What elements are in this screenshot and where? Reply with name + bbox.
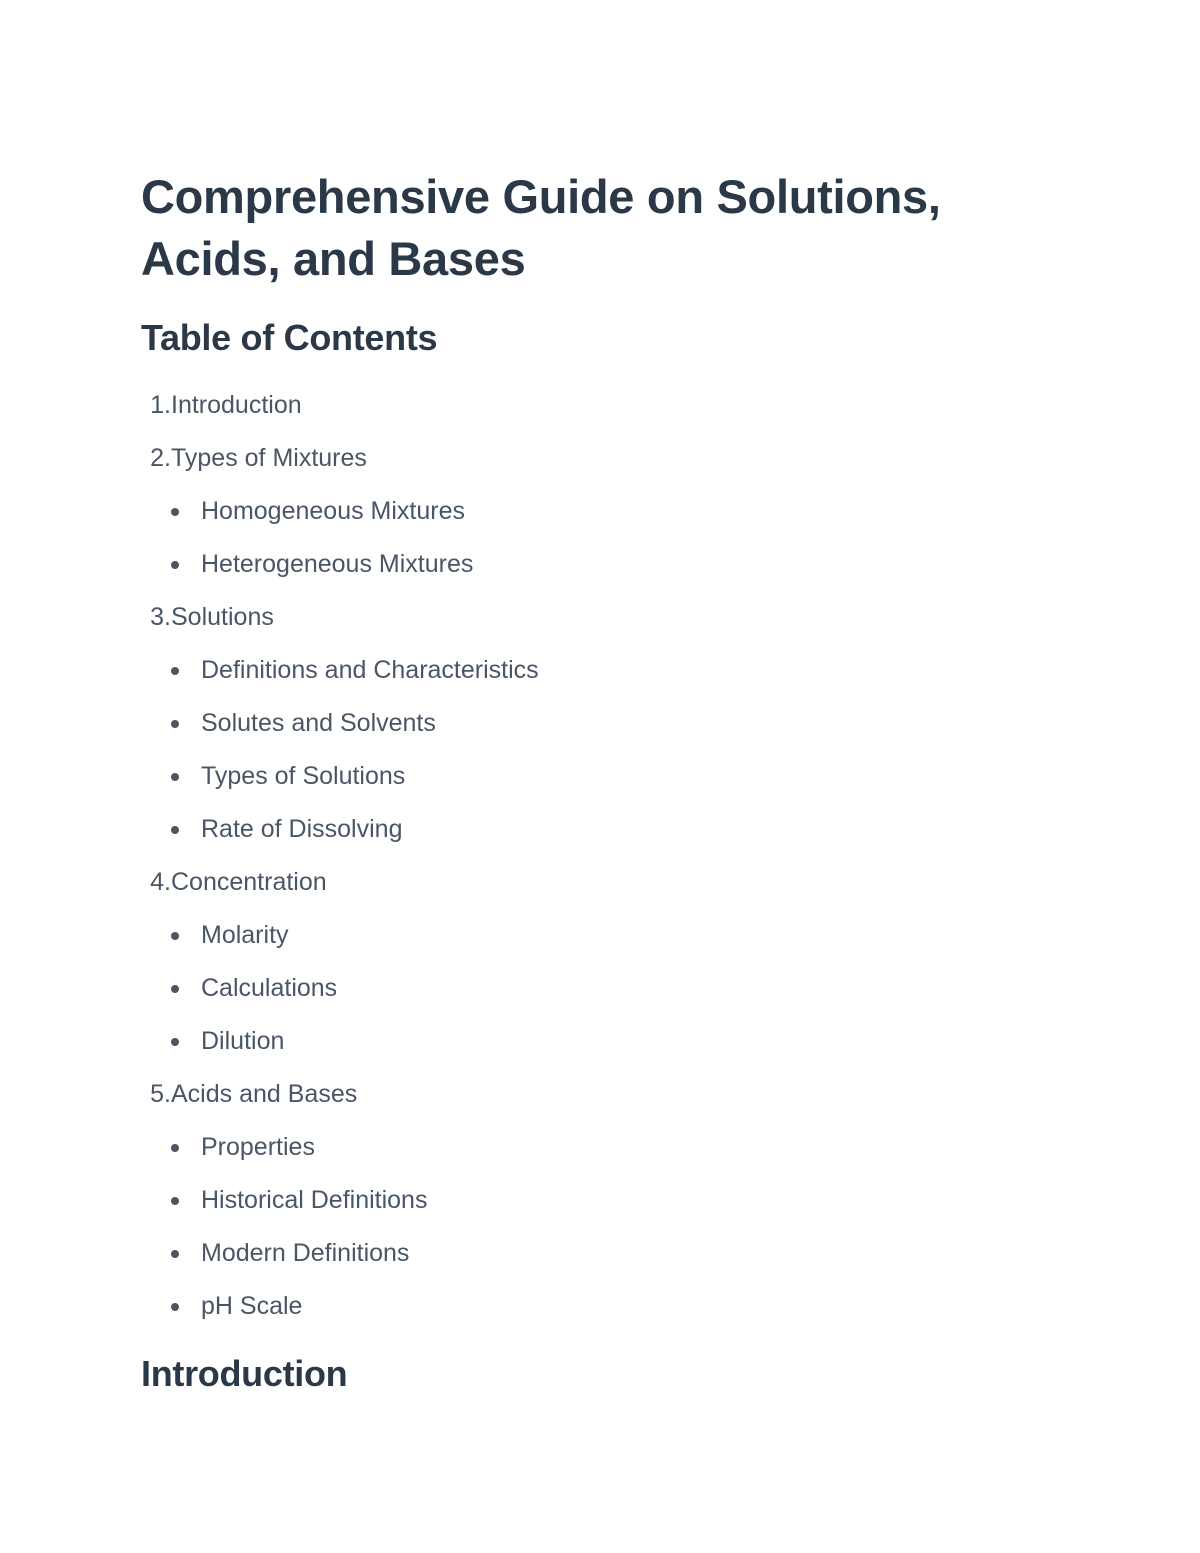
toc-subitem [141,538,539,591]
toc-item [141,1068,539,1121]
bullet-icon [171,508,179,516]
toc-subitem [141,750,539,803]
toc-subitem-label: Modern Definitions [201,1239,410,1267]
bullet-icon [171,826,179,834]
bullet-icon [171,720,179,728]
toc-item-number: 5. [150,1080,171,1108]
bullet-icon [171,1303,179,1311]
bullet-icon [171,1144,179,1152]
bullet-icon [171,1197,179,1205]
toc-subitem-label: Rate of Dissolving [201,815,403,843]
toc-subitem [141,803,539,856]
document-title-line-2: Acids, and Bases [141,232,526,285]
toc-subitem-label: Homogeneous Mixtures [201,497,466,525]
toc-subitem-label: Calculations [201,974,338,1002]
bullet-icon [171,561,179,569]
toc-subitem [141,1121,539,1174]
toc-item-label: Types of Mixtures [171,444,367,472]
toc-subitem [141,1015,539,1068]
bullet-icon [171,1250,179,1258]
toc-subitem [141,909,539,962]
toc-item [141,856,539,909]
toc-item-label: Concentration [171,868,327,896]
toc-subitem [141,644,539,697]
toc-subitem [141,962,539,1015]
toc-item [141,591,539,644]
toc-item-number: 2. [150,444,171,472]
toc-item [141,379,539,432]
bullet-icon [171,1038,179,1046]
toc-item-label: Introduction [171,391,302,419]
toc-subitem-label: Heterogeneous Mixtures [201,550,474,578]
section-heading-introduction: Introduction [141,1353,348,1394]
bullet-icon [171,773,179,781]
bullet-icon [171,932,179,940]
toc-heading: Table of Contents [141,317,438,358]
toc-subitem-label: Types of Solutions [201,762,406,790]
toc-item-number: 1. [150,391,171,419]
toc-subitem [141,1174,539,1227]
toc-subitem-label: Dilution [201,1027,285,1055]
toc-subitem [141,697,539,750]
bullet-icon [171,667,179,675]
toc-item-number: 4. [150,868,171,896]
toc-subitem [141,1227,539,1280]
toc-subitem-label: Solutes and Solvents [201,709,436,737]
toc-subitem [141,1280,539,1333]
toc-item [141,432,539,485]
toc-subitem-label: Historical Definitions [201,1186,428,1214]
toc-subitem-label: Molarity [201,921,289,949]
toc-item-label: Solutions [171,603,274,631]
toc-subitem [141,485,539,538]
toc-item-number: 3. [150,603,171,631]
toc-subitem-label: pH Scale [201,1292,303,1320]
document-title-line-1: Comprehensive Guide on Solutions, [141,170,941,223]
document-title [141,166,941,290]
toc-item-label: Acids and Bases [171,1080,358,1108]
bullet-icon [171,985,179,993]
toc-subitem-label: Properties [201,1133,315,1161]
toc-subitem-label: Definitions and Characteristics [201,656,539,684]
table-of-contents [141,379,539,1333]
